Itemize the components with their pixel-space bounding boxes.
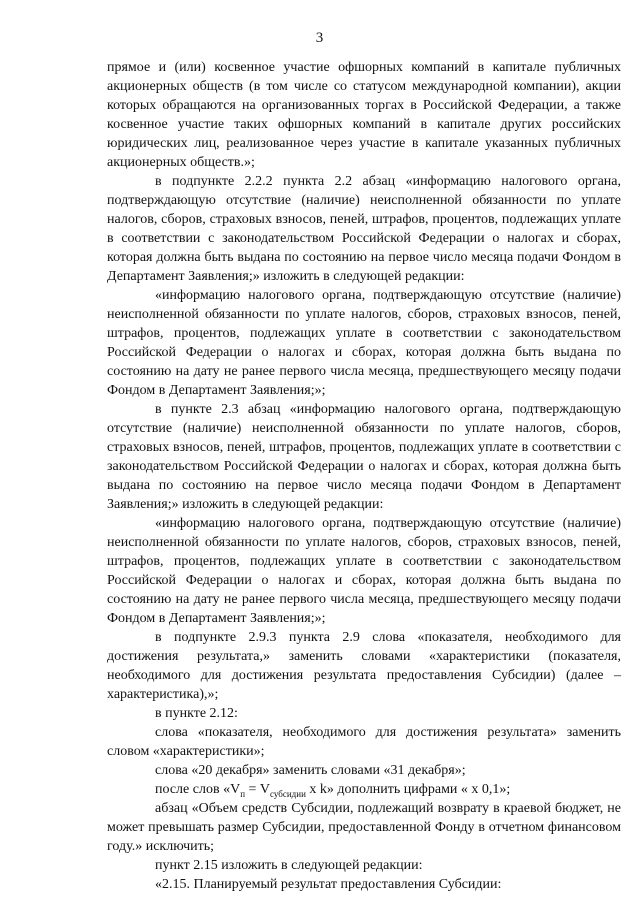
- paragraph-subclause-2-9-3: в подпункте 2.9.3 пункта 2.9 слова «показателя, необходимого для достижения результата,» заменить словами «характеристики (показателя, необходимого для достижения результата предоставления Субсидии) (далее – характеристика),»;: [107, 630, 621, 702]
- paragraph-exclude-refund-limit: абзац «Объем средств Субсидии, подлежащий возврату в краевой бюджет, не может превышать размер Субсидии, предоставленной Фонду в отчетном финансовом году.» исключить;: [107, 801, 621, 854]
- paragraph-replace-indicator-words: слова «показателя, необходимого для достижения результата» заменить словом «характеристики»;: [107, 725, 621, 759]
- paragraph-new-wording-2-3: «информацию налогового органа, подтверждающую отсутствие (наличие) неисполненной обязанности по уплате налогов, сборов, страховых взносов, пеней, штрафов, процентов, подлежащих уплате в соответствии с законодательством Российской Федерации о налогах и сборах, которая должна быть выдана по состоянию на дату не ранее первого числа месяца, предшествующего месяцу подачи Фондом в Департамент Заявления;»;: [107, 516, 621, 626]
- document-body: [107, 58, 621, 894]
- paragraph-formula-amendment: [107, 780, 621, 799]
- paragraph-new-wording-2-15: «2.15. Планируемый результат предоставления Субсидии:: [155, 877, 502, 892]
- paragraph-clause-2-15: пункт 2.15 изложить в следующей редакции:: [155, 858, 423, 873]
- formula-subscript-n: п: [240, 788, 246, 799]
- paragraph-clause-2-12: в пункте 2.12:: [155, 706, 238, 721]
- formula-subscript-subsidy: субсидии: [270, 788, 306, 799]
- paragraph-clause-2-3: в пункте 2.3 абзац «информацию налогового органа, подтверждающую отсутствие (наличие) неисполненной обязанности по уплате налогов, сборов, страховых взносов, пеней, штрафов, процентов, подлежащих уплате в соответствии с законодательством Российской Федерации о налогах и сборах, которая должна быть выдана по состоянию на первое число месяца подачи Фондом в Департамент Заявления;» изложить в следующей редакции:: [107, 402, 621, 512]
- formula-text-after: x k» дополнить цифрами « x 0,1»;: [305, 782, 511, 797]
- formula-text-before: после слов «V: [155, 782, 241, 797]
- paragraph-new-wording-2-2-2: «информацию налогового органа, подтверждающую отсутствие (наличие) неисполненной обязанности по уплате налогов, сборов, страховых взносов, пеней, штрафов, процентов, подлежащих уплате в соответствии с законодательством Российской Федерации о налогах и сборах, которая должна быть выдана по состоянию на дату не ранее первого числа месяца, предшествующего месяцу подачи Фондом в Департамент Заявления;»;: [107, 288, 621, 398]
- paragraph-subclause-2-2-2: в подпункте 2.2.2 пункта 2.2 абзац «информацию налогового органа, подтверждающую отсутствие (наличие) неисполненной обязанности по уплате налогов, сборов, страховых взносов, пеней, штрафов, процентов, подлежащих уплате в соответствии с законодательством Российской Федерации о налогах и сборах, которая должна быть выдана по состоянию на первое число месяца подачи Фондом в Департамент Заявления;» изложить в следующей редакции:: [107, 174, 621, 284]
- paragraph-replace-date: слова «20 декабря» заменить словами «31 декабря»;: [155, 763, 466, 778]
- paragraph-offshore-participation: прямое и (или) косвенное участие офшорных компаний в капитале публичных акционерных обществ (в том числе со статусом международной компании), акции которых обращаются на организованных торгах в Российской Федерации, а также косвенное участие таких офшорных компаний в капитале других российских юридических лиц, реализованное через участие в капитале указанных публичных акционерных обществ.»;: [107, 60, 621, 170]
- page-number: 3: [315, 30, 324, 46]
- formula-text-middle: = V: [245, 782, 271, 797]
